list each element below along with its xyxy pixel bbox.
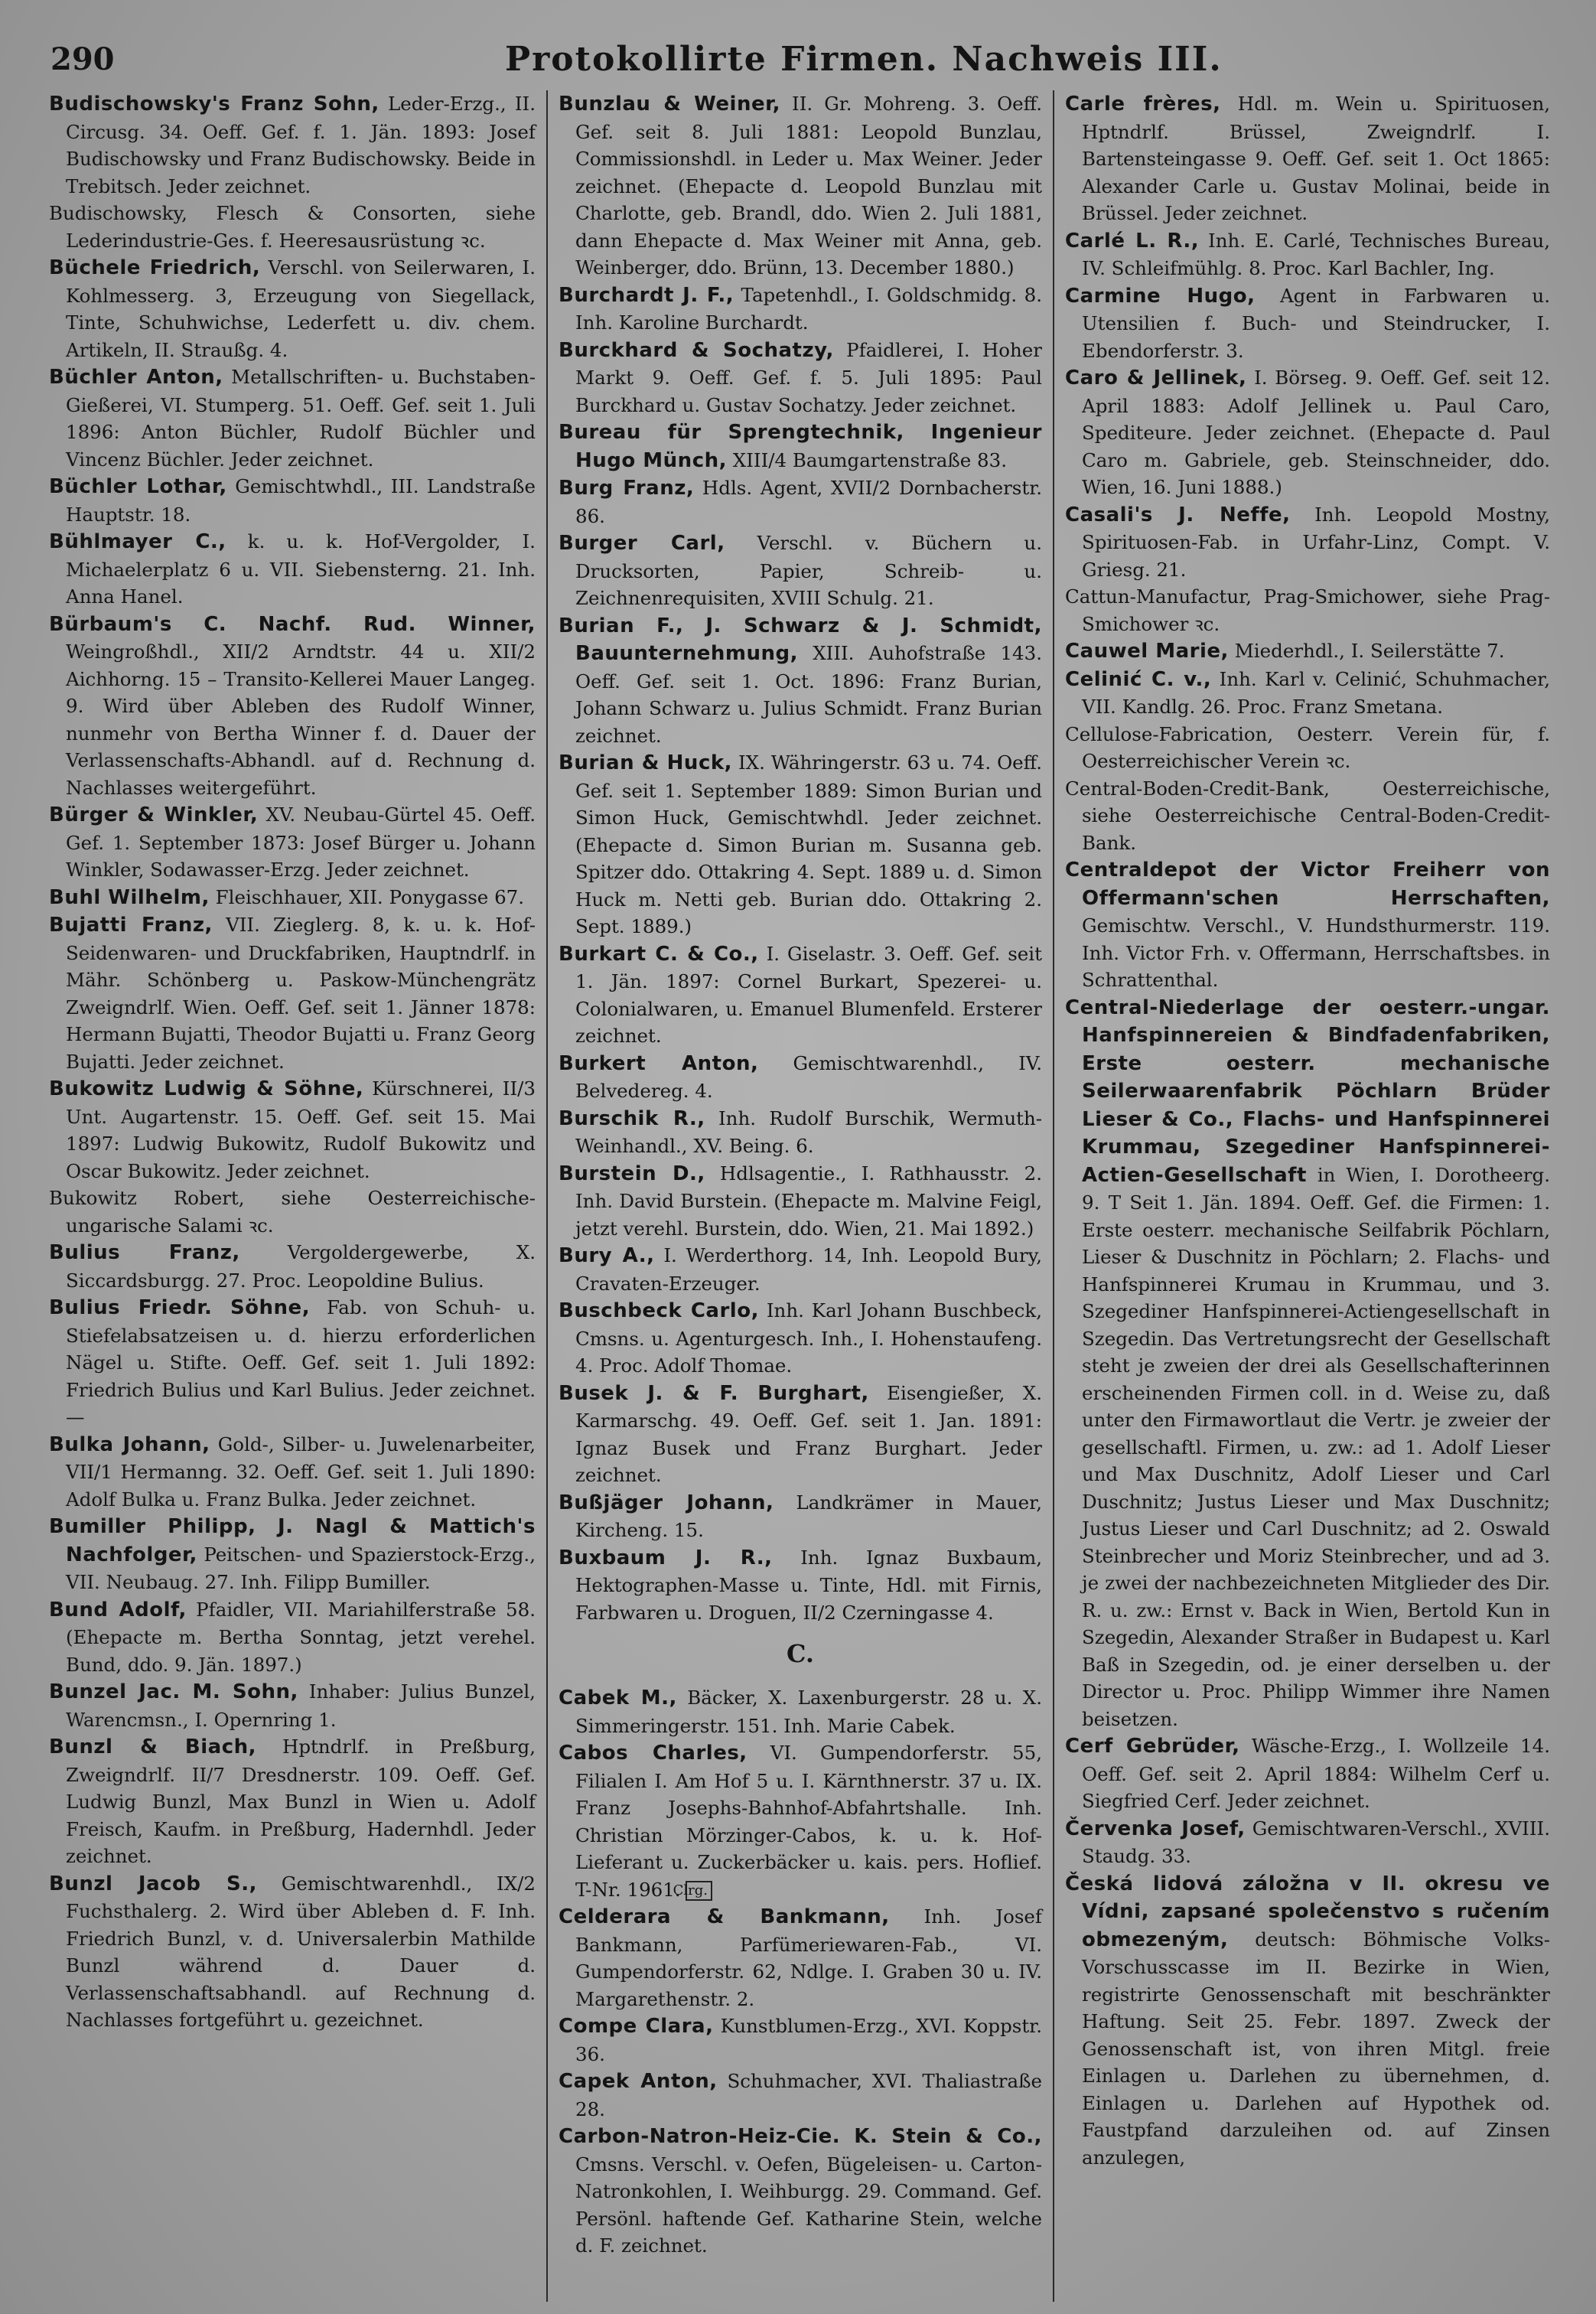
firm-name: Celinić C. v., — [1065, 667, 1212, 691]
entry-text: Hdlsagentie., I. Rathhausstr. 2. Inh. David Burstein. (Ehepacte m. Malvine Feigl, jetzt verehl. Burstein, ddo. Wien, 21. Mai 1892.) — [575, 1162, 1042, 1240]
entry-text: Leder-Erzg., II. Circusg. 34. Oeff. Gef. f. 1. Jän. 1893: Josef Budischowsky und Franz Budischowsky. Beide in Trebitsch. Jeder zeichnet. — [66, 93, 536, 197]
directory-entry — [49, 528, 536, 611]
directory-entry — [559, 1544, 1042, 1627]
firm-name: Centraldepot der Victor Freiherr von Offermann'schen Herrschaften, — [1065, 859, 1550, 910]
directory-entry — [49, 90, 536, 200]
firm-name: Carlé L. R., — [1065, 229, 1200, 253]
directory-entry — [559, 2068, 1042, 2123]
firm-name: Central-Niederlage der oesterr.-ungar. Hanfspinnereien & Bindfadenfabriken, Erste oesterr. mechanische Seilerwaarenfabrik Pöchlarn Brüder Lieser & Co., Flachs- und Hanfspinnerei Krummau, Szegediner Hanfspinnerei-Actien-Gesellschaft — [1065, 996, 1550, 1187]
firm-name: Burkert Anton, — [559, 1051, 759, 1075]
directory-entry — [1065, 90, 1550, 227]
entry-text: Metallschriften- u. Buchstaben-Gießerei, VI. Stumperg. 51. Oeff. Gef. seit 1. Juli 1896: Anton Büchler, Rudolf Büchler und Vincenz Büchler. Jeder zeichnet. — [66, 366, 536, 471]
entry-text: Inh. Karl Johann Buschbeck, Cmsns. u. Agenturgesch. Inh., I. Hohenstaufeng. 4. Proc. Adolf Thomae. — [575, 1299, 1042, 1377]
entry-text: Kürschnerei, II/3 Unt. Augartenstr. 15. Oeff. Gef. seit 15. Mai 1897: Ludwig Bukowitz, Rudolf Bukowitz und Oscar Bukowitz. Jeder zeichnet. — [66, 1077, 536, 1182]
firm-name: Busek J. & F. Burghart, — [559, 1381, 869, 1405]
directory-entry — [49, 911, 536, 1075]
directory-entry — [49, 1239, 536, 1294]
firm-name: Budischowsky's Franz Sohn, — [49, 93, 379, 116]
entry-text: XIII. Auhofstraße 143. Oeff. Gef. seit 1. Oct. 1896: Franz Burian, Johann Schwarz u. Julius Schmidt. Franz Burian zeichnet. — [575, 642, 1043, 747]
entry-text: Miederhdl., I. Seilerstätte 7. — [1234, 640, 1505, 662]
firm-name: Bulka Johann, — [49, 1432, 210, 1456]
directory-entry — [559, 2013, 1042, 2068]
entry-text: k. u. k. Hof-Vergolder, I. Michaelerplatz 6 u. VII. Siebensterng. 21. Inh. Anna Hanel. — [66, 530, 536, 608]
directory-entry — [559, 749, 1042, 940]
entry-text: Landkrämer in Mauer, Kircheng. 15. — [575, 1491, 1042, 1541]
firm-name: Burkart C. & Co., — [559, 942, 759, 966]
entry-text: Hdl. m. Wein u. Spirituosen, Hptndrlf. Brüssel, Zweigndrlf. I. Bartensteingasse 9. Oeff. Gef. seit 1. Oct 1865: Alexander Carle u. Gustav Molinai, beide in Brüssel. Jeder zeichnet. — [1082, 93, 1550, 224]
firm-name: Caro & Jellinek, — [1065, 367, 1247, 389]
directory-entry — [49, 1075, 536, 1185]
directory-entry — [559, 1105, 1042, 1160]
firm-name: Buxbaum J. R., — [559, 1546, 773, 1569]
entry-text: XV. Neubau-Gürtel 45. Oeff. Gef. 1. September 1873: Josef Bürger u. Johann Winkler, Sodawasser-Erzg. Jeder zeichnet. — [66, 803, 536, 881]
directory-entry — [1065, 501, 1550, 584]
entry-text: Gold-, Silber- u. Juwelenarbeiter, VII/1 Hermanng. 32. Oeff. Gef. seit 1. Juli 1890: Adolf Bulka u. Franz Bulka. Jeder zeichnet. — [66, 1432, 536, 1511]
firm-name: Büchler Lothar, — [49, 475, 227, 498]
entry-text: Gemischtwarenhdl., IV. Belvedereg. 4. — [575, 1051, 1042, 1102]
firm-name: Carle frères, — [1065, 93, 1221, 116]
entry-text: Peitschen- und Spazierstock-Erzg., VII. Neubaug. 27. Inh. Filipp Bumiller. — [66, 1543, 536, 1593]
directory-entry — [49, 801, 536, 884]
directory-entry — [49, 363, 536, 473]
entry-text: Inh. Karl v. Celinić, Schuhmacher, VII. Kandlg. 26. Proc. Franz Smetana. — [1082, 667, 1550, 718]
firm-name: Bürbaum's C. Nachf. Rud. Winner, — [49, 612, 536, 636]
firm-name: Bund Adolf, — [49, 1598, 187, 1621]
directory-entry — [559, 530, 1042, 612]
entry-text: Inhaber: Julius Bunzel, Warencmsn., I. Opernring 1. — [66, 1680, 536, 1731]
directory-entry — [559, 2123, 1042, 2260]
firm-name: Cabos Charles, — [559, 1742, 748, 1765]
directory-entry — [1065, 1870, 1550, 2172]
directory-entry — [559, 1684, 1042, 1739]
directory-entry — [49, 254, 536, 363]
firm-name: Bumiller Philipp, J. Nagl & Mattich's Nachfolger, — [49, 1515, 536, 1566]
firm-name: Cabek M., — [559, 1687, 677, 1709]
directory-entry — [49, 1185, 536, 1239]
firm-name: Burckhard & Sochatzy, — [559, 338, 834, 362]
entry-text: II. Gr. Mohreng. 3. Oeff. Gef. seit 8. Juli 1881: Leopold Bunzlau, Commissionshdl. in Leder u. Max Weiner. Jeder zeichnet. (Ehepacte d. Leopold Bunzlau mit Charlotte, geb. Brandl, ddo. Wien 2. Juli 1881, dann Ehepacte d. Max Weiner mit Anna, geb. Weinberger, ddo. Brünn, 13. December 1880.) — [575, 93, 1042, 279]
firm-name: Bulius Franz, — [49, 1241, 240, 1264]
directory-entry — [559, 1242, 1042, 1297]
directory-entry — [1065, 637, 1550, 666]
directory-entry — [49, 1431, 536, 1514]
firm-name: Bujatti Franz, — [49, 914, 213, 937]
firm-name: Bulius Friedr. Söhne, — [49, 1296, 311, 1319]
entry-text: Fab. von Schuh- u. Stiefelabsatzeisen u. d. hierzu erforderlichen Nägel u. Stifte. Oeff. Gef. seit 1. Juli 1892: Friedrich Bulius und Karl Bulius. Jeder zeichnet. — — [66, 1296, 536, 1428]
entry-text: deutsch: Böhmische Volks-Vorschusscasse im II. Bezirke in Wien, registrirte Genossenschaft mit beschränkter Haftung. Seit 25. Febr. 1897. Zweck der Genossenschaft ist, von ihren Mitgl. freie Einlagen u. Darlehen zu übernehmen, d. Einlagen u. Darlehen auf Hypothek od. Faustpfand darzuleihen od. auf Zinsen anzulegen, — [1082, 1928, 1550, 2169]
firm-name: Burian F., J. Schwarz & J. Schmidt, Bauunternehmung, — [559, 614, 1042, 665]
entry-text: Inh. Rudolf Burschik, Wermuth-Weinhandl., XV. Being. 6. — [575, 1106, 1043, 1157]
section-letter: C. — [786, 1639, 815, 1668]
entry-text: Inh. Ignaz Buxbaum, Hektographen-Masse u. Tinte, Hdl. mit Firnis, Farbwaren u. Droguen, II/2 Czerningasse 4. — [575, 1546, 1042, 1624]
firm-name: Česká lidová záložna v II. okresu ve Vídni, zapsané společenstvo s ručením obmezeným, — [1065, 1872, 1550, 1951]
directory-entry — [559, 337, 1042, 419]
firm-name: Casali's J. Neffe, — [1065, 503, 1291, 526]
directory-entry — [49, 611, 536, 802]
entry-text: Pfaidler, VII. Mariahilferstraße 58. (Ehepacte m. Bertha Sonntag, jetzt verehel. Bund, ddo. 9. Jän. 1897.) — [66, 1598, 536, 1676]
firm-name: Bunzel Jac. M. Sohn, — [49, 1680, 298, 1703]
firm-name: Buschbeck Carlo, — [559, 1299, 759, 1322]
columns — [49, 90, 1550, 2302]
entry-text: I. Giselastr. 3. Oeff. Gef. seit 1. Jän. 1897: Cornel Burkart, Spezerei- u. Colonialwaren, u. Emanuel Blumenfeld. Ersterer zeichnet. — [575, 942, 1042, 1047]
firm-name: Bunzl & Biach, — [49, 1736, 257, 1758]
directory-entry — [1065, 856, 1550, 994]
entry-text: in Wien, I. Dorotheerg. 9. T Seit 1. Jän. 1894. Oeff. Gef. die Firmen: 1. Erste oesterr. mechanische Seilfabrik Pöchlarn, Lieser & Duschnitz in Pöchlarn; 2. Flachs- und Hanfspinnerei Krumau in Krummau, und 3. Szegediner Hanfspinnerei-Actiengesellschaft in Szegedin. Das Vertretungsrecht der Gesellschaft steht je zweien der drei als Gesellschafterinnen erscheinenden Firmen coll. in d. Weise zu, daß unter den Firmawortlaut die Vertr. je zweier der gesellschaftl. Firmen, u. zw.: ad 1. Adolf Lieser und Max Duschnitz, Adolf Lieser und Carl Duschnitz; Justus Lieser und Max Duschnitz; Justus Lieser und Carl Duschnitz; ad 2. Oswald Steinbrecher und Moriz Steinbrecher, und ad 3. je zwei der nachbezeichneten Mitglieder des Dir. R. u. zw.: Ernst v. Back in Wien, Bertold Kun in Szegedin, Alexander Straßer in Budapest u. Karl Baß in Szegedin, od. je einer derselben u. der Director u. Proc. Philipp Wimmer ihre Namen beisetzen. — [1082, 1163, 1550, 1730]
directory-entry — [49, 1596, 536, 1679]
entry-text: Bäcker, X. Laxenburgerstr. 28 u. X. Simmeringerstr. 151. Inh. Marie Cabek. — [575, 1687, 1042, 1737]
entry-text: Hptndrlf. in Preßburg, Zweigndrlf. II/7 Dresdnerstr. 109. Oeff. Gef. Ludwig Bunzl, Max Bunzl in Wien u. Adolf Freisch, Kaufm. in Preßburg, Hadernhdl. Jeder zeichnet. — [66, 1736, 536, 1867]
column-1 — [49, 90, 546, 2302]
entry-text: Cattun-Manufactur, Prag-Smichower, siehe Prag-Smichower ꝛc. — [1065, 585, 1550, 635]
entry-text: Cmsns. Verschl. v. Oefen, Bügeleisen- u. Carton-Natronkohlen, I. Weihburgg. 29. Command. Gef. Persönl. haftende Gef. Katharine Stein, welche d. F. zeichnet. — [575, 2153, 1042, 2257]
entry-text: Inh. Leopold Mostny, Spirituosen-Fab. in Urfahr-Linz, Compt. V. Griesg. 21. — [1082, 503, 1550, 581]
directory-entry — [559, 612, 1042, 750]
entry-text: I. Werderthorg. 14, Inh. Leopold Bury, Cravaten-Erzeuger. — [575, 1244, 1042, 1295]
firm-name: Carbon-Natron-Heiz-Cie. K. Stein & Co., — [559, 2125, 1042, 2148]
directory-entry — [559, 1297, 1042, 1380]
firm-name: Burschik R., — [559, 1106, 705, 1130]
entry-text: Verschl. v. Büchern u. Drucksorten, Papier, Schreib- u. Zeichnenrequisiten, XVIII Schulg. 21. — [575, 532, 1042, 609]
entry-text: Eisengießer, X. Karmarschg. 49. Oeff. Gef. seit 1. Jan. 1891: Ignaz Busek und Franz Burghart. Jeder zeichnet. — [575, 1381, 1043, 1486]
firm-name: Bunzl Jacob S., — [49, 1872, 258, 1895]
firm-name: Bukowitz Ludwig & Söhne, — [49, 1077, 364, 1100]
directory-entry — [49, 473, 536, 528]
firm-name: Carmine Hugo, — [1065, 284, 1256, 308]
firm-name: Compe Clara, — [559, 2015, 714, 2038]
firm-name: Červenka Josef, — [1065, 1817, 1246, 1840]
directory-entry — [559, 1050, 1042, 1105]
entry-text: Kunstblumen-Erzg., XVI. Koppstr. 36. — [575, 2015, 1042, 2065]
entry-text: Hdls. Agent, XVII/2 Dornbacherstr. 86. — [575, 477, 1043, 527]
directory-entry — [1065, 364, 1550, 501]
directory-entry — [49, 884, 536, 912]
directory-entry — [1065, 1815, 1550, 1870]
entry-text: Inh. Josef Bankmann, Parfümeriewaren-Fab., VI. Gumpendorferstr. 62, Ndlge. I. Graben 30 u. IV. Margarethenstr. 2. — [575, 1905, 1042, 2010]
directory-entry — [559, 419, 1042, 474]
entry-text: IX. Währingerstr. 63 u. 74. Oeff. Gef. seit 1. September 1889: Simon Burian und Simon Huck, Gemischtwhdl. Jeder zeichnet. (Ehepacte d. Simon Burian m. Susanna geb. Spitzer ddo. Ottakring 4. Sept. 1889 u. d. Simon Huck m. Netti geb. Burian ddo. Ottakring 2. Sept. 1889.) — [575, 751, 1043, 937]
directory-entry — [559, 282, 1042, 337]
page-number: 290 — [50, 41, 115, 77]
entry-text: Gemischtwhdl., III. Landstraße Hauptstr. 18. — [66, 475, 536, 526]
firm-name: Bureau für Sprengtechnik, Ingenieur Hugo Münch, — [559, 421, 1042, 472]
directory-entry — [49, 1678, 536, 1733]
running-title: Protokollirte Firmen. Nachweis III. — [505, 40, 1223, 79]
firm-name: Bury A., — [559, 1244, 655, 1267]
firm-name: Büchele Friedrich, — [49, 256, 261, 279]
entry-text: Gemischtwaren-Verschl., XVIII. Staudg. 33. — [1082, 1817, 1550, 1867]
directory-entry — [1065, 227, 1550, 282]
entry-text: Tapetenhdl., I. Goldschmidg. 8. Inh. Karoline Burchardt. — [575, 283, 1042, 334]
registry-stamp: Clrg. — [686, 1881, 712, 1901]
firm-name: Cerf Gebrüder, — [1065, 1735, 1240, 1758]
entry-text: Agent in Farbwaren u. Utensilien f. Buch- und Steindrucker, I. Ebendorferstr. 3. — [1082, 284, 1550, 362]
firm-name: Celderara & Bankmann, — [559, 1905, 890, 1928]
entry-text: Budischowsky, Flesch & Consorten, siehe Lederindustrie-Ges. f. Heeresausrüstung ꝛc. — [49, 202, 536, 252]
directory-entry — [49, 1294, 536, 1431]
directory-entry — [559, 940, 1042, 1050]
entry-text: Bukowitz Robert, siehe Oesterreichische-ungarische Salami ꝛc. — [49, 1187, 536, 1237]
directory-entry — [559, 1160, 1042, 1243]
entry-text: Verschl. von Seilerwaren, I. Kohlmesserg. 3, Erzeugung von Siegellack, Tinte, Schuhwichse, Lederfett u. div. chem. Artikeln, II. Straußg. 4. — [66, 256, 536, 361]
firm-name: Burchardt J. F., — [559, 283, 734, 307]
entry-text: Central-Boden-Credit-Bank, Oesterreichische, siehe Oesterreichische Central-Boden-Credit-Bank. — [1065, 777, 1550, 854]
entry-text: Cellulose-Fabrication, Oesterr. Verein für, f. Oesterreichischer Verein ꝛc. — [1065, 722, 1550, 772]
firm-name: Bürger & Winkler, — [49, 803, 259, 826]
firm-name: Burstein D., — [559, 1162, 705, 1185]
firm-name: Burian & Huck, — [559, 751, 733, 774]
entry-text: Schuhmacher, XVI. Thaliastraße 28. — [575, 2070, 1042, 2120]
column-2 — [546, 90, 1053, 2302]
directory-entry — [559, 90, 1042, 282]
entry-text: I. Börseg. 9. Oeff. Gef. seit 12. April 1883: Adolf Jellinek u. Paul Caro, Spediteure. Jeder zeichnet. (Ehepacte d. Paul Caro m. Gabriele, geb. Steinschneider, ddo. Wien, 16. Juni 1888.) — [1082, 367, 1550, 498]
directory-entry — [1065, 994, 1550, 1733]
directory-entry — [1065, 721, 1550, 775]
directory-entry — [559, 1380, 1042, 1489]
firm-name: Capek Anton, — [559, 2070, 718, 2093]
entry-text: Inh. E. Carlé, Technisches Bureau, IV. Schleifmühlg. 8. Proc. Karl Bachler, Ing. — [1082, 229, 1550, 279]
directory-entry — [559, 474, 1042, 530]
directory-entry — [49, 1870, 536, 2034]
entry-text: Pfaidlerei, I. Hoher Markt 9. Oeff. Gef. f. 5. Juli 1895: Paul Burckhard u. Gustav Sochatzy. Jeder zeichnet. — [575, 338, 1042, 416]
firm-name: Burg Franz, — [559, 477, 695, 500]
firm-name: Bühlmayer C., — [49, 530, 226, 553]
firm-name: Cauwel Marie, — [1065, 640, 1229, 663]
entry-text: VI. Gumpendorferstr. 55, Filialen I. Am Hof 5 u. I. Kärnthnerstr. 37 u. IX. Franz Josephs-Bahnhof-Abfahrtshalle. Inh. Christian Mörzinger-Cabos, k. u. k. Hof-Lieferant u. Zuckerbäcker u. kais. pers. Hoflief. T-Nr. 1961. — [575, 1742, 1042, 1901]
firm-name: Bunzlau & Weiner, — [559, 93, 780, 116]
directory-entry — [1065, 282, 1550, 365]
entry-text: XIII/4 Baumgartenstraße 83. — [732, 448, 1008, 471]
firm-name: Burger Carl, — [559, 532, 725, 555]
directory-entry — [559, 1903, 1042, 2013]
directory-entry — [1065, 666, 1550, 721]
directory-entry — [559, 1489, 1042, 1544]
entry-text: Weingroßhdl., XII/2 Arndtstr. 44 u. XII/2 Aichhorng. 15 – Transito-Kellerei Mauer Langeg. 9. Wird über Ableben des Rudolf Winner, nunmehr von Bertha Winner f. d. Dauer der Verlassenschafts-Abhandl. auf d. Rechnung d. Nachlasses weitergeführt. — [66, 640, 536, 799]
directory-entry — [1065, 1732, 1550, 1815]
column-3 — [1053, 90, 1550, 2302]
directory-entry — [1065, 775, 1550, 857]
entry-text: Wäsche-Erzg., I. Wollzeile 14. Oeff. Gef. seit 2. April 1884: Wilhelm Cerf u. Siegfried Cerf. Jeder zeichnet. — [1082, 1735, 1550, 1812]
entry-text: Gemischtw. Verschl., V. Hundsthurmerstr. 119. Inh. Victor Frh. v. Offermann, Herrschaftsbes. in Schrattenthal. — [1082, 914, 1550, 991]
firm-name: Bußjäger Johann, — [559, 1491, 774, 1514]
directory-entry — [49, 200, 536, 254]
firm-name: Büchler Anton, — [49, 366, 223, 389]
directory-entry — [49, 1513, 536, 1596]
entry-text: Gemischtwarenhdl., IX/2 Fuchsthalerg. 2. Wird über Ableben d. F. Inh. Friedrich Bunzl, v. d. Universalerbin Mathilde Bunzl während d. Dauer d. Verlassenschaftsabhandl. auf Rechnung d. Nachlasses fortgeführt u. gezeichnet. — [66, 1872, 536, 2031]
directory-entry — [1065, 583, 1550, 637]
entry-text: Vergoldergewerbe, X. Siccardsburgg. 27. Proc. Leopoldine Bulius. — [66, 1241, 536, 1292]
firm-name: Buhl Wilhelm, — [49, 885, 210, 909]
directory-entry — [49, 1733, 536, 1870]
entry-text: VII. Zieglerg. 8, k. u. k. Hof-Seidenwaren- und Druckfabriken, Hauptndrlf. in Mähr. Schönberg u. Paskow-Münchengrätz Zweigndrlf. Wien. Oeff. Gef. seit 1. Jänner 1878: Hermann Bujatti, Theodor Bujatti u. Franz Georg Bujatti. Jeder zeichnet. — [66, 914, 536, 1073]
entry-text: Fleischhauer, XII. Ponygasse 67. — [215, 885, 525, 908]
directory-entry — [559, 1739, 1042, 1903]
page-header — [46, 31, 1546, 92]
